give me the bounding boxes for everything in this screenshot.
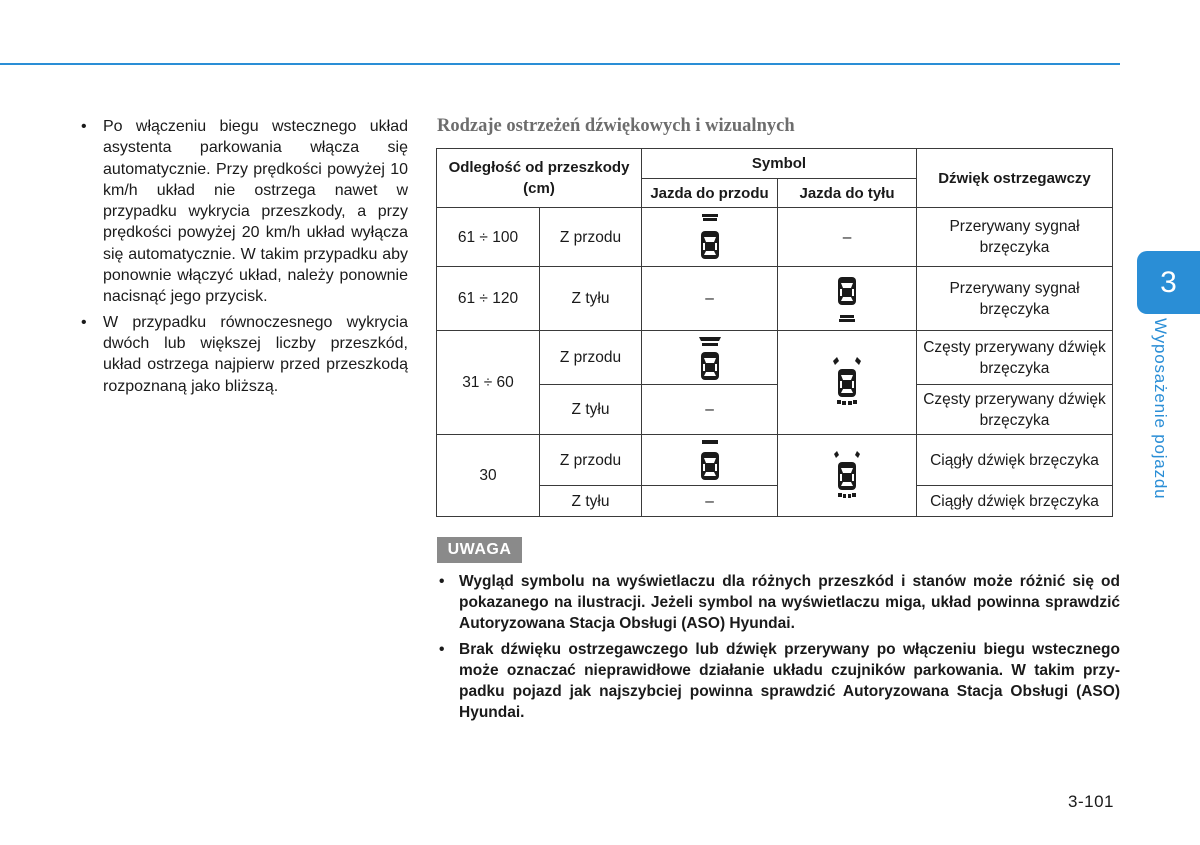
forward-symbol-cell: – [642,486,778,517]
forward-symbol-cell [642,435,778,486]
direction-cell: Z przodu [540,208,642,267]
bullet-dot: • [81,313,87,331]
sound-cell: Przerywany sygnał brzęczyka [917,267,1113,331]
direction-cell: Z przodu [540,331,642,385]
distance-cell: 31 ÷ 60 [437,331,540,435]
table-row [437,435,1113,486]
bullet-dot: • [81,118,87,135]
sound-cell: Ciągły dźwięk brzęczyka [917,486,1113,517]
table-row [437,267,1113,331]
chapter-tab: 3 [1137,251,1200,314]
chapter-title: Wyposażenie pojazdu [1151,318,1170,500]
note-list [437,571,1120,728]
header-backward: Jazda do tyłu [778,179,917,208]
header-symbol: Symbol [642,149,917,179]
bullet-text: Po włączeniu biegu wstecznego układ asystenta parkowania włącza się automatycznie. Przy prędkości powyżej 10 km/h układ nie ostrzega nawet w przypadku wykrycia przeszkody, a przy prędkości powyżej 20 km/h układ wyłącza się automatycznie. W takim przypadku aby ponownie włączyć układ, należy ponownie nacisnąć jego przycisk. [103,118,408,306]
table-row [437,331,1113,385]
sound-cell: Przerywany sygnał brzęczyka [917,208,1113,267]
bullet-item [78,116,408,308]
table-row [437,208,1113,267]
car-all-sensors-close-icon [831,449,863,503]
left-column [78,116,408,401]
backward-symbol-cell [778,435,917,517]
forward-symbol-cell: – [642,267,778,331]
note-item [437,571,1120,634]
bullet-dot: • [439,573,445,590]
direction-cell: Z tyłu [540,267,642,331]
distance-cell: 61 ÷ 100 [437,208,540,267]
note-item [437,639,1120,723]
car-front-far-icon [698,212,722,262]
page-number: 3-101 [1068,792,1114,811]
section-title: Rodzaje ostrzeżeń dźwiękowych i wizualnych [437,116,795,136]
warning-table [436,148,1113,517]
direction-cell: Z tyłu [540,385,642,435]
backward-symbol-cell [778,267,917,331]
direction-cell: Z tyłu [540,486,642,517]
header-distance: Odległość od przeszkody (cm) [437,149,642,208]
sound-cell: Częsty przerywany dźwięk brzęczyka [917,331,1113,385]
forward-symbol-cell: – [642,385,778,435]
bullet-text: W przypadku równoczesnego wykrycia dwóch lub większej liczby przeszkód, układ ostrzega najpierw przed przeszkodą rozpoznaną jako bliższą. [103,313,408,395]
distance-cell: 30 [437,435,540,517]
header-forward: Jazda do przodu [642,179,778,208]
car-all-sensors-mid-icon [829,355,865,411]
note-badge: UWAGA [437,537,522,563]
top-rule [0,63,1120,65]
note-text: Brak dźwięku ostrzegawczego lub dźwięk przerywany po włączeniu biegu wstecznego może oznaczać nieprawidłowe działanie układu czujników parkowania. W takim przypadku pojazd jak najszybciej powinna sprawdzić Autoryzowana Stacja Obsługi (ASO) Hyundai. [459,641,1120,721]
bullet-item [78,312,408,397]
header-sound: Dźwięk ostrzegawczy [917,149,1113,208]
car-rear-far-icon [835,274,859,324]
note-text: Wygląd symbolu na wyświetlaczu dla różnych przeszkód i stanów może różnić się od pokazanego na ilustracji. Jeżeli symbol na wyświetlaczu miga, układ powinna sprawdzić Autoryzowana Stacja Obsługi (ASO) Hyundai. [459,573,1120,632]
bullet-dot: • [439,641,445,658]
sound-cell: Częsty przerywany dźwięk brzęczyka [917,385,1113,435]
forward-symbol-cell [642,208,778,267]
direction-cell: Z przodu [540,435,642,486]
distance-cell: 61 ÷ 120 [437,267,540,331]
backward-symbol-cell [778,331,917,435]
forward-symbol-cell [642,331,778,385]
backward-symbol-cell: – [778,208,917,267]
car-front-close-icon [698,439,722,481]
car-front-mid-icon [696,335,724,381]
sound-cell: Ciągły dźwięk brzęczyka [917,435,1113,486]
